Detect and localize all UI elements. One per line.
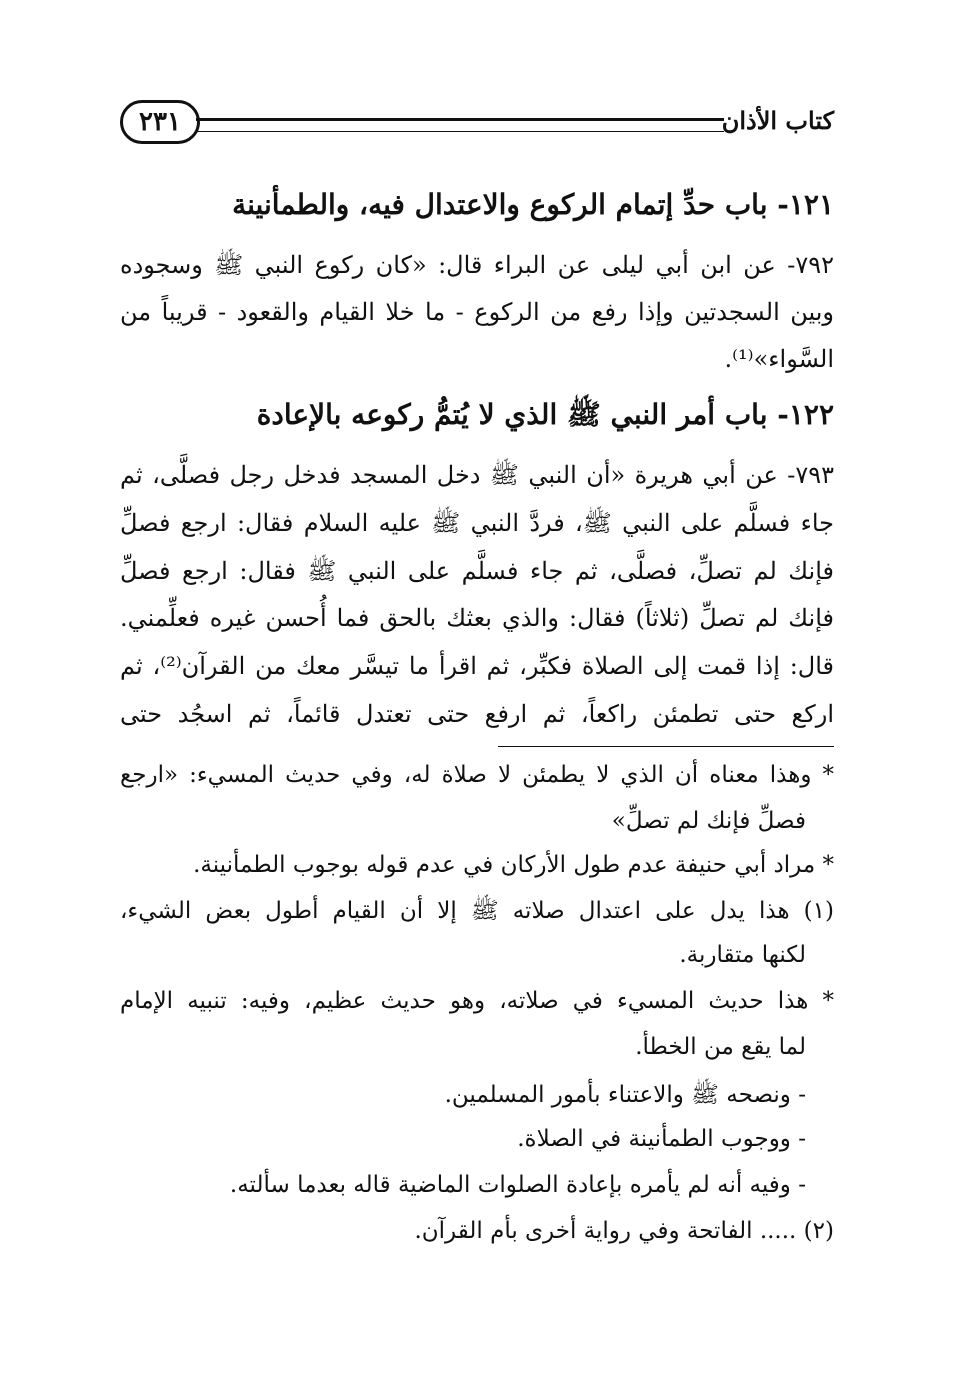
hadith-793-line-1: ٧٩٣- عن أبي هريرة «أن النبي ﷺ دخل المسجد فدخل رجل فصلَّى، ثم	[120, 461, 834, 489]
footnote-separator	[498, 746, 834, 747]
header-double-rule	[196, 118, 724, 132]
hadith-792-line-2: وبين السجدتين وإذا رفع من الركوع - ما خلا القيام والقعود - قريباً من	[120, 298, 834, 326]
footnote-star-c-line-1: * هذا حديث المسيء في صلاته، وهو حديث عظيم، وفيه: تنبيه الإمام	[120, 988, 835, 1014]
footnote-bullet-2: - ووجوب الطمأنينة في الصلاة.	[517, 1126, 806, 1152]
footnote-1-line-1: (١) هذا يدل على اعتدال صلاته ﷺ إلا أن القيام أطول بعض الشيء،	[120, 898, 834, 924]
footnote-star-c-line-2: لما يقع من الخطأ.	[635, 1034, 806, 1060]
footnote-star-b: * مراد أبي حنيفة عدم طول الأركان في عدم قوله بوجوب الطمأنينة.	[193, 852, 834, 878]
page-number-badge	[120, 100, 200, 144]
hadith-793-line-2: جاء فسلَّم على النبي ﷺ، فردَّ النبي ﷺ عليه السلام فقال: ارجع فصلِّ	[120, 509, 834, 537]
chapter-121-heading: ١٢١- باب حدِّ إتمام الركوع والاعتدال فيه، والطمأنينة	[232, 188, 834, 221]
hadith-793-line-4: فإنك لم تصلِّ (ثلاثاً) فقال: والذي بعثك بالحق فما أُحسن غيره فعلِّمني.	[120, 604, 835, 632]
hadith-793-line-6: اركع حتى تطمئن راكعاً، ثم ارفع حتى تعتدل قائماً، ثم اسجُد حتى	[120, 700, 834, 728]
footnote-star-a-line-2: فصلِّ فإنك لم تصلِّ»	[611, 808, 806, 834]
running-header-title: كتاب الأذان	[721, 106, 834, 135]
chapter-122-heading: ١٢٢- باب أمر النبي ﷺ الذي لا يُتمُّ ركوعه بالإعادة	[256, 398, 834, 431]
footnote-2: (٢) ..... الفاتحة وفي رواية أخرى بأم القرآن.	[414, 1218, 834, 1244]
hadith-792-line-1: ٧٩٢- عن ابن أبي ليلى عن البراء قال: «كان ركوع النبي ﷺ وسجوده	[120, 251, 834, 279]
footnote-star-a-line-1: * وهذا معناه أن الذي لا يطمئن لا صلاة له، وفي حديث المسيء: «ارجع	[120, 762, 834, 788]
hadith-793-line-3: فإنك لم تصلِّ، فصلَّى، ثم جاء فسلَّم على النبي ﷺ فقال: ارجع فصلِّ	[120, 557, 834, 585]
footnote-1-line-2: لكنها متقاربة.	[679, 942, 806, 968]
page-number: ٢٣١	[139, 107, 181, 137]
hadith-793-line-5: قال: إذا قمت إلى الصلاة فكبِّر، ثم اقرأ ما تيسَّر معك من القرآن⁽²⁾، ثم	[120, 652, 835, 680]
hadith-792-line-3: السَّواء»⁽¹⁾.	[724, 345, 834, 373]
footnote-bullet-3: - وفيه أنه لم يأمره بإعادة الصلوات الماضية قاله بعدما سألته.	[229, 1172, 806, 1198]
footnote-bullet-1: - ونصحه ﷺ والاعتناء بأمور المسلمين.	[444, 1082, 806, 1108]
